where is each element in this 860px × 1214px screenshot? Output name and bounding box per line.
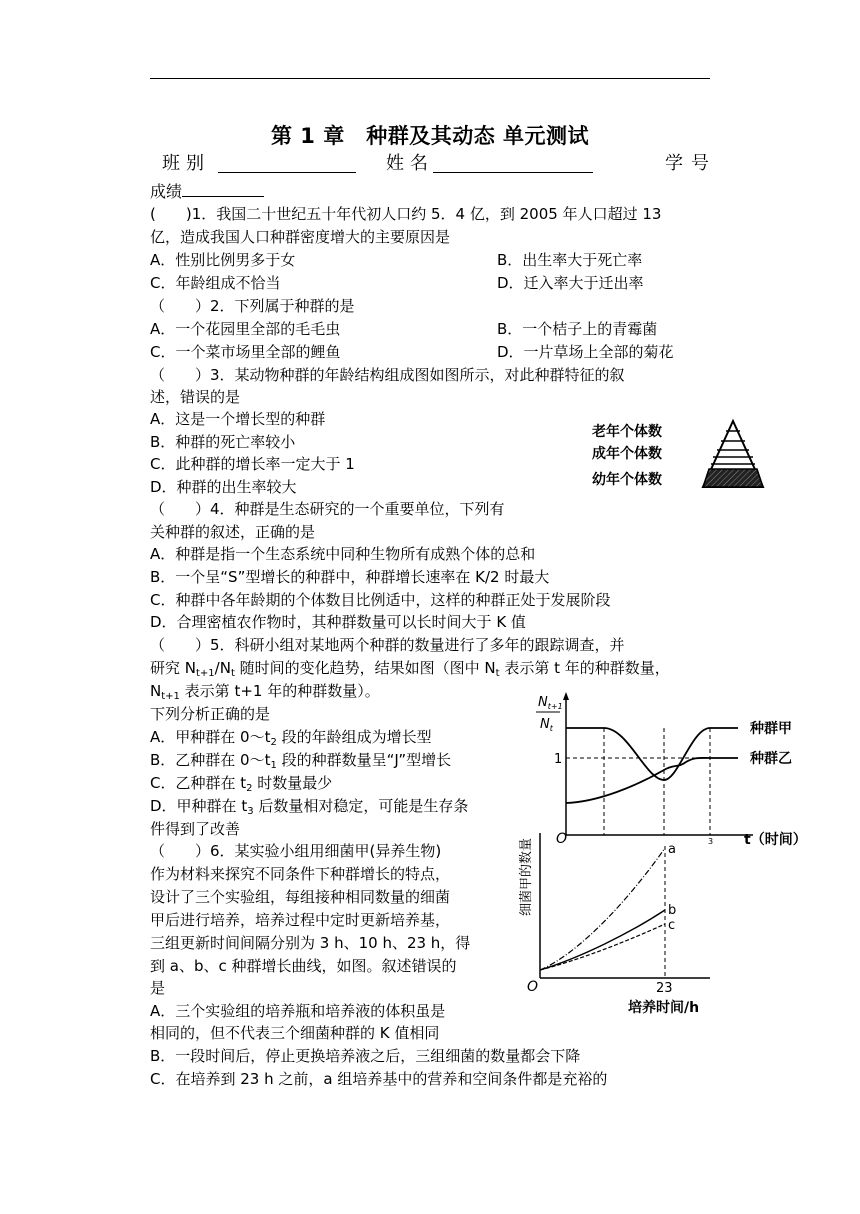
series-yi-curve [566, 758, 738, 803]
score-line [150, 180, 264, 203]
curve-a-label: a [668, 842, 676, 857]
pyramid-label-old: 老年个体数 [592, 424, 662, 440]
student-id-label: 学号 [665, 153, 717, 174]
pyramid-label-adult: 成年个体数 [592, 446, 662, 462]
q5-stem-line4: 下列分析正确的是 [150, 705, 271, 723]
name-label: 姓名 [386, 153, 434, 174]
q2-option-b: B．一个桔子上的青霉菌 [497, 320, 658, 338]
q5-option-b: B．乙种群在 $0\sim t_1$ 段的种群数量呈“J”型增长 [150, 751, 452, 771]
q4-option-a: A．种群是指一个生态系统中同种生物所有成熟个体的总和 [150, 545, 536, 563]
q1-stem-line2: 亿，造成我国人口种群密度增大的主要原因是 [150, 228, 451, 246]
q3-option-b: B．种群的死亡率较小 [150, 433, 296, 451]
curve-c-label: c [668, 918, 676, 933]
bacteria-y-label: 细菌甲的数量 [519, 837, 534, 916]
q1-option-d: D．迁入率大于迁出率 [497, 274, 644, 292]
q6-stem-line2: 作为材料来探究不同条件下种群增长的特点， [150, 865, 451, 883]
curve-a [540, 848, 665, 970]
class-label: 班别 [162, 153, 210, 174]
q5-option-c: C．乙种群在 $t_2$ 时数量最少 [150, 774, 333, 794]
q2-option-d: D．一片草场上全部的菊花 [497, 343, 674, 361]
population-ratio-chart [528, 690, 808, 850]
q6-stem-line7: 是 [150, 979, 166, 997]
q5-stem-line1: （ ）5．科研小组对某地两个种群的数量进行了多年的跟踪调查，并 [150, 636, 625, 654]
q2-stem: （ ）2．下列属于种群的是 [150, 297, 355, 315]
bacteria-x-tick-23: 23 [656, 981, 673, 996]
q6-option-b: B．一段时间后，停止更换培养液之后，三组细菌的数量都会下降 [150, 1047, 581, 1065]
series-jia-curve [566, 728, 738, 780]
q1-option-c: C．年龄组成不恰当 [150, 274, 281, 292]
q4-option-c: C．种群中各年龄期的个体数目比例适中，这样的种群正处于发展阶段 [150, 591, 611, 609]
q4-option-b: B．一个呈“S”型增长的种群中，种群增长速率在 K/2 时最大 [150, 568, 550, 586]
name-field[interactable] [433, 172, 593, 173]
pyramid-juvenile-band [703, 469, 763, 487]
q2-option-a: A．一个花园里全部的毛毛虫 [150, 320, 341, 338]
q5-option-a: A．甲种群在 $0\sim t_2$ 段的年龄组成为增长型 [150, 728, 432, 748]
score-field[interactable] [182, 180, 264, 197]
q4-stem-line1: （ ）4．种群是生态研究的一个重要单位，下列有 [150, 500, 505, 518]
ratio-x-label: t（时间） [744, 832, 807, 848]
age-pyramid-figure [590, 415, 765, 495]
ratio-ylabel-numerator: $N_{t+1}$ [538, 695, 563, 711]
q5-option-d-line1: D．甲种群在 $t_3$ 后数量相对稳定，可能是生存条 [150, 797, 469, 817]
q3-stem-line1: （ ）3．某动物种群的年龄结构组成图如图所示，对此种群特征的叙 [150, 366, 625, 384]
curve-b-label: b [668, 903, 677, 918]
q6-stem-line6: 到 a、b、c 种群增长曲线，如图。叙述错误的 [150, 957, 457, 975]
bacteria-x-label: 培养时间/h [628, 1000, 700, 1016]
q1-stem-line1: ( )1．我国二十世纪五十年代初人口约 5．4 亿，到 2005 年人口超过 13 [150, 205, 662, 223]
bacteria-growth-chart [510, 828, 725, 1023]
page-title: 第 1 章 种群及其动态 单元测试 [270, 124, 590, 148]
q3-option-d: D．种群的出生率较大 [150, 478, 297, 496]
ratio-y-tick-1: 1 [554, 752, 563, 767]
q5-stem-line2: 研究 $N_{t+1}/N_t$ 随时间的变化趋势，结果如图（图中 $N_t$ 表示第 t 年的种群数量， [150, 659, 670, 679]
q4-option-d: D．合理密植农作物时，其种群数量可以长时间大于 K 值 [150, 613, 526, 631]
q5-stem-line3: $N_{t+1}$ 表示第 t+1 年的种群数量）。 [150, 682, 380, 702]
q3-option-a: A．这是一个增长型的种群 [150, 410, 326, 428]
q1-option-a: A．性别比例男多于女 [150, 251, 296, 269]
series-yi-label: 种群乙 [750, 751, 792, 767]
q6-option-a-line1: A．三个实验组的培养瓶和培养液的体积虽是 [150, 1002, 446, 1020]
series-jia-label: 种群甲 [750, 721, 792, 737]
q3-stem-line2: 述，错误的是 [150, 388, 241, 406]
score-label: 成绩 [150, 182, 183, 201]
q2-option-c: C．一个菜市场里全部的鲤鱼 [150, 343, 341, 361]
ratio-origin: O [556, 831, 568, 847]
q4-stem-line2: 关种群的叙述，正确的是 [150, 523, 316, 541]
q6-option-a-line2: 相同的，但不代表三个细菌种群的 K 值相同 [150, 1024, 440, 1042]
q3-option-c: C．此种群的增长率一定大于 1 [150, 455, 355, 473]
q6-stem-line5: 三组更新时间间隔分别为 3 h、10 h、23 h，得 [150, 934, 471, 952]
bacteria-origin: O [527, 979, 539, 995]
class-field[interactable] [218, 172, 356, 173]
q6-option-c: C．在培养到 23 h 之前，a 组培养基中的营养和空间条件都是充裕的 [150, 1070, 608, 1088]
curve-b [540, 910, 665, 970]
q1-option-b: B．出生率大于死亡率 [497, 251, 643, 269]
header-rule [150, 78, 710, 79]
q6-stem-line1: （ ）6．某实验小组用细菌甲(异养生物) [150, 842, 442, 860]
q6-stem-line3: 设计了三个实验组，每组接种相同数量的细菌 [150, 888, 451, 906]
pyramid-label-juvenile: 幼年个体数 [592, 472, 662, 488]
ratio-x-tail: 3 [708, 837, 714, 846]
ratio-ylabel-denominator: $N_t$ [540, 717, 553, 733]
q6-stem-line4: 甲后进行培养，培养过程中定时更新培养基， [150, 911, 451, 929]
q5-option-d-line2: 件得到了改善 [150, 820, 241, 838]
